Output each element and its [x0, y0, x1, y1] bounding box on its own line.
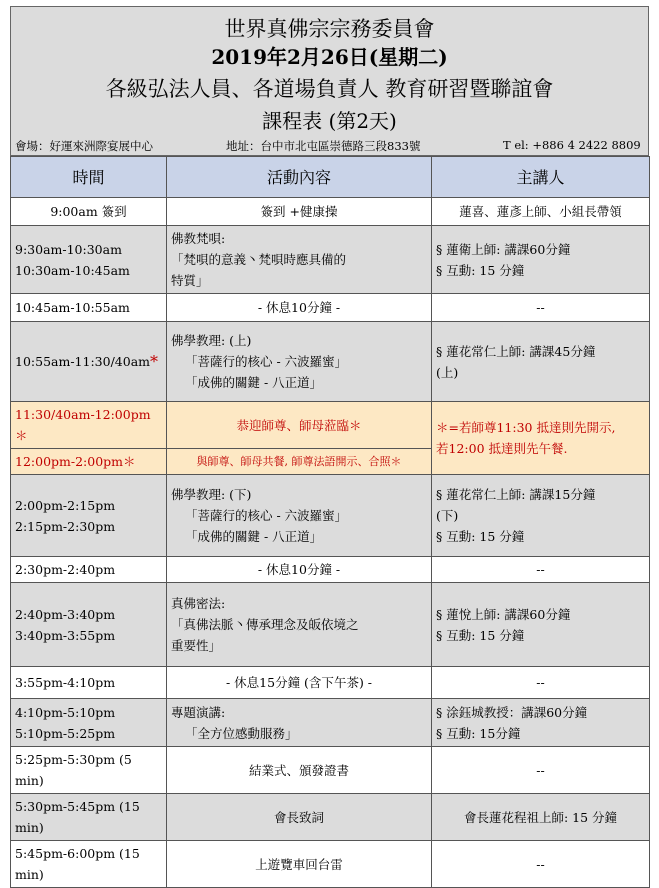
schedule-title: 課程表 (第2天) — [262, 109, 397, 133]
activity-line: 佛教梵唄: — [171, 231, 226, 246]
activity-cell: 上遊覽車回台雷 — [167, 841, 432, 888]
time-cell — [11, 699, 167, 747]
activity-cell: 會長致詞 — [167, 794, 432, 841]
speaker-cell: 會長蓮花程祖上師: 15 分鐘 — [432, 794, 650, 841]
table-header-row — [11, 157, 650, 198]
time-cell — [11, 322, 167, 402]
activity-cell: - 休息15分鐘 (含下午茶) - — [167, 667, 432, 699]
table-row — [11, 322, 650, 402]
speaker-line: § 涂鈺城教授：講課60分鐘 — [436, 704, 588, 720]
event-title: 各級弘法人員、各道場負責人 教育研習暨聯誼會 — [105, 77, 554, 101]
table-row — [11, 794, 650, 841]
speaker-line: § 互動: 15 分鐘 — [436, 262, 525, 278]
time-line: 3:40pm-3:55pm — [15, 627, 116, 643]
column-header-time: 時間 — [11, 157, 167, 198]
speaker-line: § 蓮悅上師: 講課60分鐘 — [436, 606, 571, 622]
activity-cell — [167, 226, 432, 294]
time-cell — [11, 475, 167, 557]
time-line: 2:40pm-3:40pm — [15, 606, 116, 622]
activity-cell: 與師尊、師母共餐, 師尊法語開示、合照＊ — [167, 449, 432, 475]
time-cell: 5:25pm-5:30pm (5 min) — [11, 747, 167, 794]
activity-line: 「成佛的關鍵 - 八正道」 — [185, 529, 323, 544]
activity-line: 「真佛法脈丶傳承理念及皈依境之 — [171, 617, 359, 632]
speaker-cell: -- — [432, 294, 650, 322]
address-text: 地址：台中市北屯區崇德路三段833號 — [226, 139, 421, 153]
time-cell: 5:30pm-5:45pm (15 min) — [11, 794, 167, 841]
activity-line: 「菩薩行的核心 - 六波羅蜜」 — [185, 354, 348, 369]
speaker-cell — [432, 226, 650, 294]
schedule-header — [10, 6, 649, 156]
speaker-line: (上) — [436, 364, 459, 380]
speaker-line: § 互動: 15分鐘 — [436, 725, 521, 741]
speaker-line: § 互動: 15 分鐘 — [436, 627, 525, 643]
time-cell: 11:30/40am-12:00pm＊ — [11, 402, 167, 449]
note-cell — [432, 402, 650, 475]
table-row — [11, 667, 650, 699]
schedule-table — [10, 156, 650, 888]
speaker-cell — [432, 699, 650, 747]
speaker-cell: 蓮喜、蓮彥上師、小組長帶領 — [432, 198, 650, 226]
venue-text: 會場：好運來洲際宴展中心 — [15, 139, 153, 153]
table-row — [11, 747, 650, 794]
table-row — [11, 557, 650, 583]
activity-line: 佛學教理: (上) — [171, 333, 252, 348]
table-row — [11, 475, 650, 557]
column-header-activity: 活動內容 — [167, 157, 432, 198]
activity-line: 特質」 — [171, 273, 209, 288]
activity-cell: - 休息10分鐘 - — [167, 557, 432, 583]
time-line: 4:10pm-5:10pm — [15, 704, 116, 720]
speaker-cell: -- — [432, 557, 650, 583]
speaker-cell — [432, 322, 650, 402]
event-date: 2019年2月26日(星期二) — [211, 45, 448, 69]
time-text: 10:55am-11:30/40am — [15, 354, 150, 369]
asterisk-mark: * — [150, 352, 158, 371]
time-cell: 2:30pm-2:40pm — [11, 557, 167, 583]
speaker-line: § 互動: 15 分鐘 — [436, 529, 525, 544]
speaker-cell: -- — [432, 747, 650, 794]
speaker-line: § 蓮花常仁上師: 講課15分鐘 — [436, 487, 596, 502]
time-cell: 3:55pm-4:10pm — [11, 667, 167, 699]
activity-cell: 結業式、頒發證書 — [167, 747, 432, 794]
table-row — [11, 583, 650, 667]
activity-line: 「菩薩行的核心 - 六波羅蜜」 — [185, 508, 348, 523]
activity-cell — [167, 475, 432, 557]
time-cell: 10:45am-10:55am — [11, 294, 167, 322]
activity-line: 「梵唄的意義丶梵唄時應具備的 — [171, 252, 347, 267]
activity-cell — [167, 699, 432, 747]
table-row — [11, 699, 650, 747]
speaker-line: (下) — [436, 508, 459, 523]
activity-line: 專題演講: — [171, 704, 226, 720]
table-row — [11, 402, 650, 449]
time-line: 10:30am-10:45am — [15, 262, 130, 278]
column-header-speaker: 主講人 — [432, 157, 650, 198]
activity-line: 重要性」 — [171, 638, 222, 653]
time-cell — [11, 226, 167, 294]
time-cell: 5:45pm-6:00pm (15 min) — [11, 841, 167, 888]
note-line: 若12:00 抵達則先午餐. — [436, 441, 568, 456]
time-line: 5:10pm-5:25pm — [15, 725, 116, 741]
time-line: 9:30am-10:30am — [15, 241, 122, 257]
table-row — [11, 198, 650, 226]
speaker-cell: -- — [432, 667, 650, 699]
time-line: 2:00pm-2:15pm — [15, 497, 116, 513]
activity-cell: 簽到 +健康操 — [167, 198, 432, 226]
phone-text: T el: +886 4 2422 8809 — [503, 138, 641, 152]
speaker-cell — [432, 475, 650, 557]
speaker-cell — [432, 583, 650, 667]
time-cell: 9:00am 簽到 — [11, 198, 167, 226]
table-row — [11, 294, 650, 322]
time-line: 2:15pm-2:30pm — [15, 518, 116, 534]
activity-line: 佛學教理: (下) — [171, 487, 252, 502]
activity-cell: - 休息10分鐘 - — [167, 294, 432, 322]
activity-line: 「成佛的關鍵 - 八正道」 — [185, 375, 323, 390]
note-line: ＊=若師尊11:30 抵達則先開示, — [436, 420, 616, 435]
time-cell: 12:00pm-2:00pm＊ — [11, 449, 167, 475]
table-row — [11, 841, 650, 888]
activity-line: 「全方位感動服務」 — [185, 725, 298, 741]
time-cell — [11, 583, 167, 667]
table-row — [11, 226, 650, 294]
speaker-line: § 蓮衛上師: 講課60分鐘 — [436, 241, 571, 257]
speaker-line: § 蓮花常仁上師: 講課45分鐘 — [436, 343, 596, 359]
organization-title: 世界真佛宗宗務委員會 — [224, 17, 435, 41]
activity-line: 真佛密法: — [171, 596, 226, 611]
activity-cell — [167, 322, 432, 402]
speaker-cell: -- — [432, 841, 650, 888]
activity-cell — [167, 583, 432, 667]
activity-cell: 恭迎師尊、師母蒞臨＊ — [167, 402, 432, 449]
